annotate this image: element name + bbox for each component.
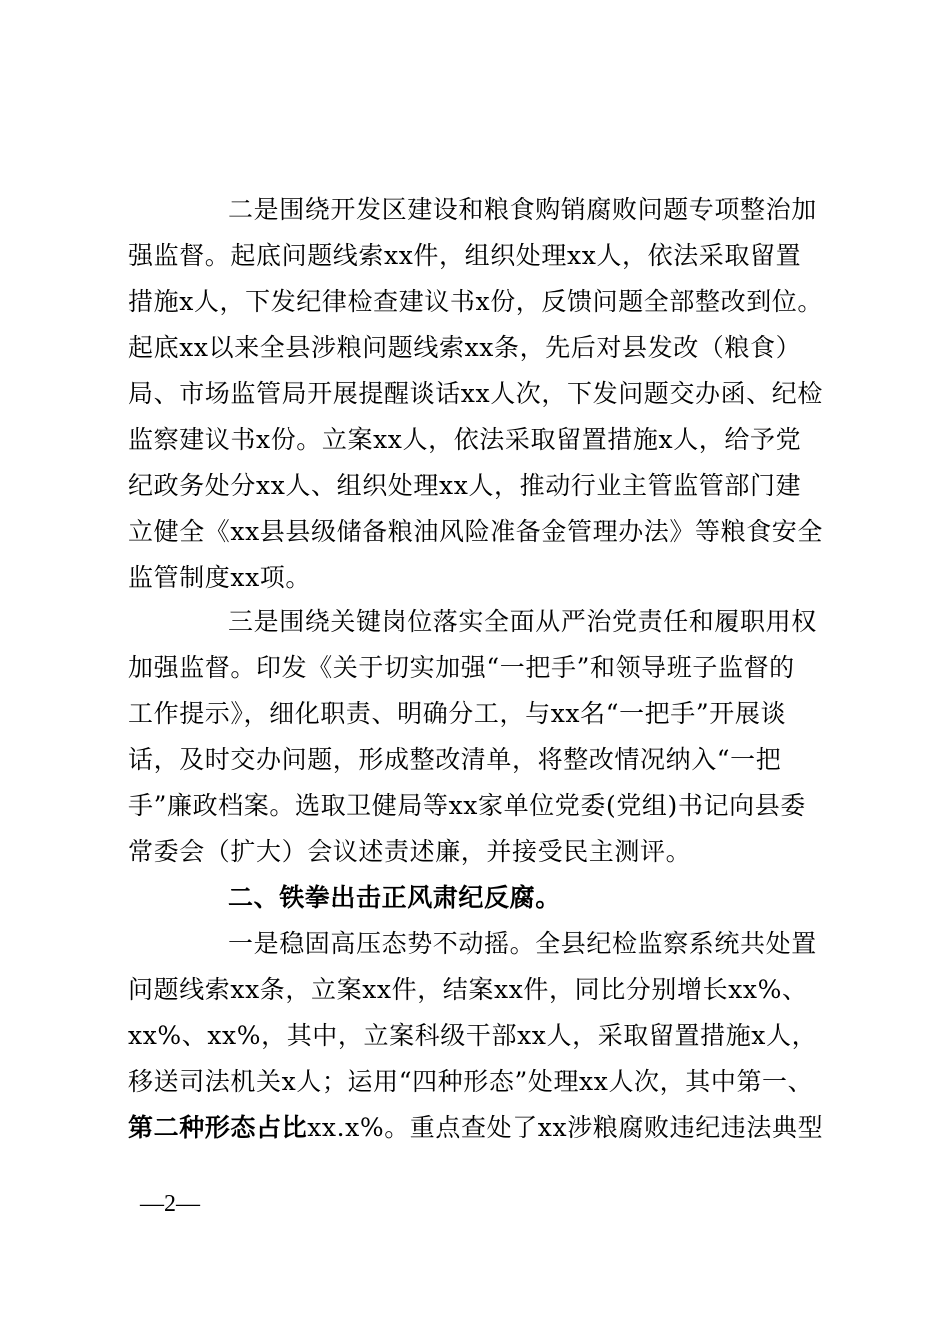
paragraph-line: 加强监督。印发《关于切实加强“一把手”和领导班子监督的 (128, 653, 795, 682)
paragraph-line: 局、市场监管局开展提醒谈话xx人次，下发问题交办函、纪检 (128, 379, 824, 408)
page-number: —2— (140, 1191, 200, 1217)
paragraph-line: 常委会（扩大）会议述责述廉，并接受民主测评。 (128, 837, 692, 866)
paragraph-line: 监管制度xx项。 (128, 563, 311, 592)
paragraph-line: 三是围绕关键岗位落实全面从严治党责任和履职用权 (228, 607, 817, 636)
paragraph-line: 立健全《xx县县级储备粮油风险准备金管理办法》等粮食安全 (128, 517, 824, 546)
line-text: xx.x%。重点查处了xx涉粮腐败违纪违法典型 (307, 1113, 824, 1142)
paragraph-line: 问题线索xx条，立案xx件，结案xx件，同比分别增长xx%、 (128, 975, 808, 1004)
paragraph-line: 纪政务处分xx人、组织处理xx人，推动行业主管监管部门建 (128, 471, 802, 500)
paragraph-line: 一是稳固高压态势不动摇。全县纪检监察系统共处置 (228, 929, 817, 958)
paragraph-line: 手”廉政档案。选取卫健局等xx家单位党委(党组)书记向县委 (128, 791, 806, 820)
section-heading: 二、铁拳出击正风肃纪反腐。 (228, 883, 561, 912)
paragraph-line: 话，及时交办问题，形成整改清单，将整改情况纳入“一把 (128, 745, 782, 774)
paragraph-line (128, 1108, 823, 1148)
paragraph-line: 强监督。起底问题线索xx件，组织处理xx人，依法采取留置 (128, 241, 802, 270)
paragraph-line: 起底xx以来全县涉粮问题线索xx条，先后对县发改（粮食） (128, 333, 802, 362)
paragraph-line: 工作提示》，细化职责、明确分工，与xx名“一把手”开展谈 (128, 699, 787, 728)
paragraph-line: 移送司法机关x人；运用“四种形态”处理xx人次，其中第一、 (128, 1067, 814, 1096)
paragraph-line: 二是围绕开发区建设和粮食购销腐败问题专项整治加 (228, 195, 817, 224)
paragraph-line: xx%、xx%，其中，立案科级干部xx人，采取留置措施x人， (128, 1021, 818, 1050)
bold-phrase: 第二种形态占比 (128, 1113, 308, 1142)
paragraph-line: 监察建议书x份。立案xx人，依法采取留置措施x人，给予党 (128, 425, 802, 454)
paragraph-line: 措施x人，下发纪律检查建议书x份，反馈问题全部整改到位。 (128, 287, 824, 316)
